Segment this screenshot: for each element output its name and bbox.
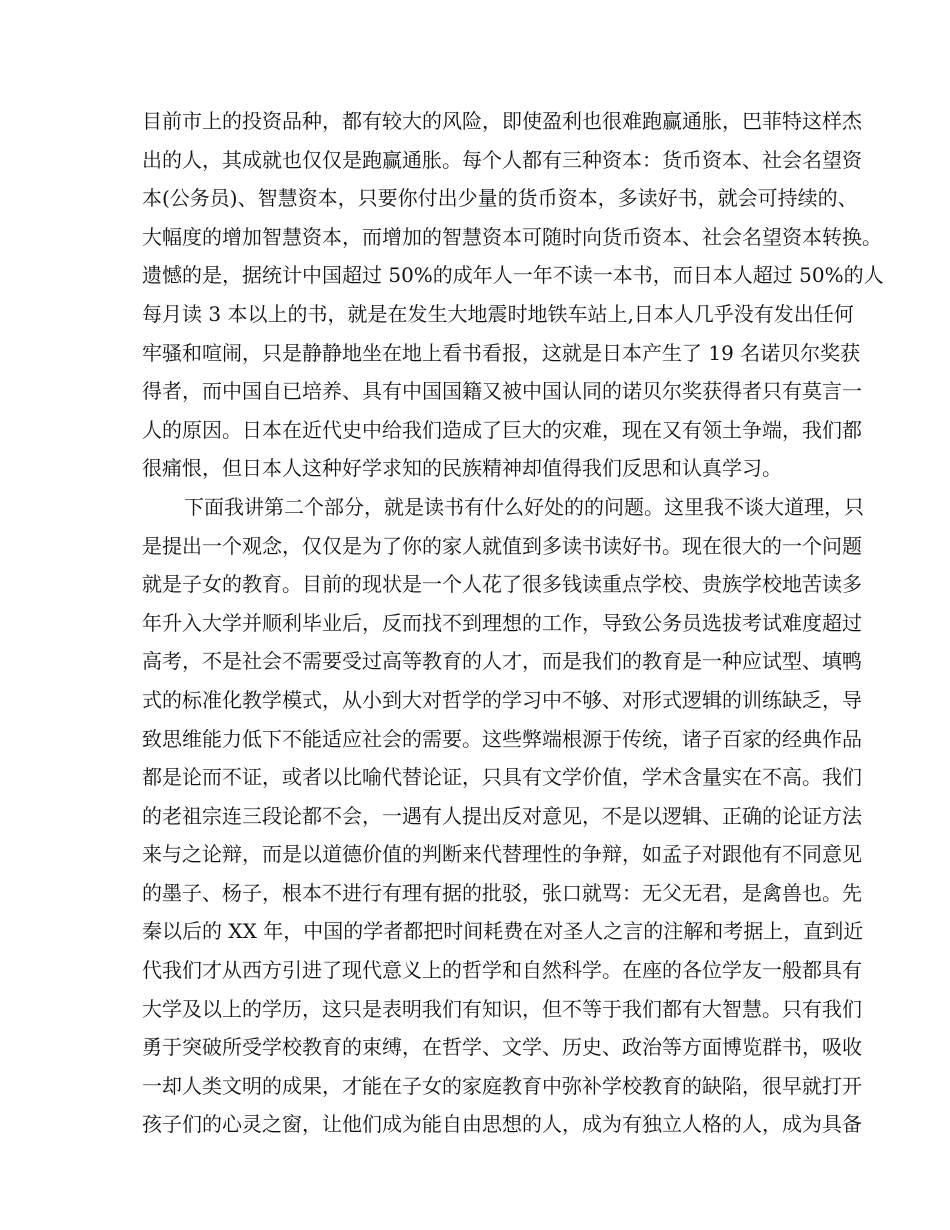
text-line: 一却人类文明的成果，才能在子女的家庭教育中弥补学校教育的缺陷，很早就打开	[142, 1073, 862, 1098]
text-line: 孩子们的心灵之窗，让他们成为能自由思想的人，成为有独立人格的人，成为具备	[142, 1112, 862, 1137]
paragraph-1	[142, 102, 884, 488]
text-line: 下面我讲第二个部分，就是读书有什么好处的的问题。这里我不谈大道理，只	[184, 494, 864, 519]
text-line: 的老祖宗连三段论都不会，一遇有人提出反对意见，不是以逻辑、正确的论证方法	[142, 803, 862, 828]
text-line: 高考，不是社会不需要受过高等教育的人才，而是我们的教育是一种应试型、填鸭	[142, 649, 862, 674]
text-line: 都是论而不证，或者以比喻代替论证，只具有文学价值，学术含量实在不高。我们	[142, 765, 862, 790]
text-line: 秦以后的 XX 年，中国的学者都把时间耗费在对圣人之言的注解和考据上，直到近	[142, 919, 864, 944]
text-line: 代我们才从西方引进了现代意义上的哲学和自然科学。在座的各位学友一般都具有	[142, 958, 862, 983]
text-line: 勇于突破所受学校教育的束缚，在哲学、文学、历史、政治等方面博览群书，吸收	[142, 1035, 862, 1060]
text-line: 本(公务员)、智慧资本，只要你付出少量的货币资本，多读好书，就会可持续的、	[142, 186, 858, 211]
text-line: 出的人，其成就也仅仅是跑赢通胀。每个人都有三种资本：货币资本、社会名望资	[142, 147, 862, 172]
paragraph-2	[142, 488, 864, 1144]
text-line: 是提出一个观念，仅仅是为了你的家人就值到多读书读好书。现在很大的一个问题	[142, 533, 862, 558]
text-line: 人的原因。日本在近代史中给我们造成了巨大的灾难，现在又有领土争端，我们都	[142, 417, 862, 442]
text-line: 大幅度的增加智慧资本，而增加的智慧资本可随时向货币资本、社会名望资本转换。	[142, 224, 882, 249]
text-line: 得者，而中国自已培养、具有中国国籍又被中国认同的诺贝尔奖获得者只有莫言一	[142, 379, 862, 404]
text-line: 遗憾的是，据统计中国超过 50%的成年人一年不读一本书，而日本人超过 50%的人	[142, 263, 884, 288]
text-line: 大学及以上的学历，这只是表明我们有知识，但不等于我们都有大智慧。只有我们	[142, 996, 862, 1021]
text-line: 致思维能力低下不能适应社会的需要。这些弊端根源于传统，诸子百家的经典作品	[142, 726, 862, 751]
text-line: 来与之论辩，而是以道德价值的判断来代替理性的争辩，如孟子对跟他有不同意见	[142, 842, 862, 867]
text-line: 式的标准化教学模式，从小到大对哲学的学习中不够、对形式逻辑的训练缺乏，导	[142, 687, 862, 712]
body-text	[142, 102, 884, 1144]
text-line: 的墨子、杨子，根本不进行有理有据的批驳，张口就骂：无父无君，是禽兽也。先	[142, 880, 862, 905]
text-line: 很痛恨，但日本人这种好学求知的民族精神却值得我们反思和认真学习。	[142, 456, 782, 481]
text-line: 年升入大学并顺利毕业后，反而找不到理想的工作，导致公务员选拔考试难度超过	[142, 610, 862, 635]
text-line: 每月读 3 本以上的书，就是在发生大地震时地铁车站上,日本人几乎没有发出任何	[142, 301, 854, 326]
text-line: 就是子女的教育。目前的现状是一个人花了很多钱读重点学校、贵族学校地苦读多	[142, 572, 862, 597]
text-line: 牢骚和喧闹，只是静静地坐在地上看书看报，这就是日本产生了 19 名诺贝尔奖获	[142, 340, 861, 365]
text-line: 目前市上的投资品种，都有较大的风险，即使盈利也很难跑赢通胀，巴菲特这样杰	[142, 109, 862, 133]
